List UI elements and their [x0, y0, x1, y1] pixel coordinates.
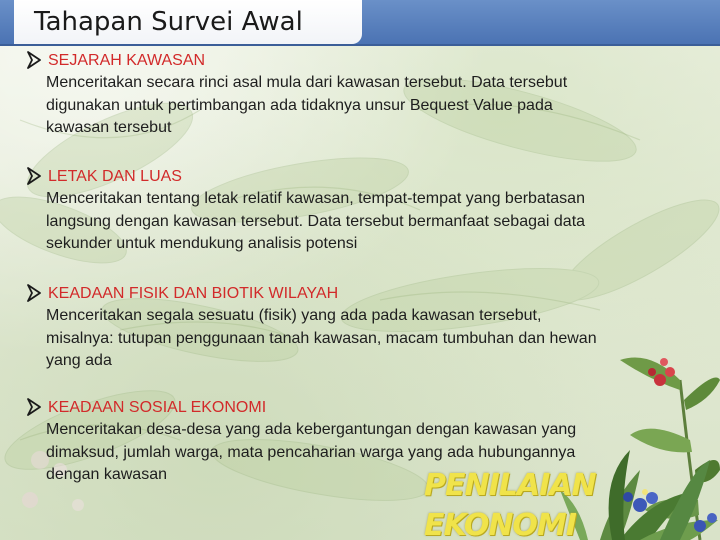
watermark-line: PENILAIAN — [424, 468, 596, 503]
section-body — [46, 72, 694, 140]
body-line: yang ada — [46, 352, 112, 369]
body-line: dengan kawasan — [46, 466, 167, 483]
body-line: digunakan untuk pertimbangan ada tidaknya unsur Bequest Value pada — [46, 96, 553, 114]
body-line: Menceritakan tentang letak relatif kawasan, tempat-tempat yang berbatasan — [46, 190, 585, 207]
bullet-row — [26, 50, 706, 72]
body-line: misalnya: tutupan penggunaan tanah kawasan, macam tumbuhan dan hewan — [46, 329, 597, 347]
watermark-line: EKONOMI — [424, 508, 576, 540]
section-body — [46, 305, 694, 373]
slide-title: Tahapan Survei Awal — [34, 7, 303, 37]
section-heading: KEADAAN SOSIAL EKONOMI — [48, 399, 267, 416]
section-heading: SEJARAH KAWASAN — [48, 52, 206, 69]
bullet-row — [26, 166, 706, 188]
body-line: langsung dengan kawasan tersebut. Data tersebut bermanfaat sebagai data — [46, 212, 586, 230]
watermark-text — [424, 466, 624, 540]
arrow-bullet-icon — [26, 167, 42, 185]
arrow-bullet-icon — [26, 284, 42, 302]
section-keadaan-fisik-dan-biotik — [26, 283, 706, 373]
body-line: Menceritakan segala sesuatu (fisik) yang ada pada kawasan tersebut, — [46, 307, 542, 324]
arrow-bullet-icon — [26, 398, 42, 416]
arrow-bullet-icon — [26, 51, 42, 69]
body-line: dimaksud, jumlah warga, mata pencaharian warga yang ada hubungannya — [46, 443, 576, 461]
section-letak-dan-luas — [26, 166, 706, 256]
section-heading: KEADAAN FISIK DAN BIOTIK WILAYAH — [48, 285, 339, 302]
body-line: Menceritakan secara rinci asal mula dari kawasan tersebut. Data tersebut — [46, 74, 568, 91]
body-line: Menceritakan desa-desa yang ada kebergantungan dengan kawasan yang — [46, 421, 577, 438]
section-body — [46, 188, 694, 256]
section-heading: LETAK DAN LUAS — [48, 168, 182, 185]
bullet-row — [26, 397, 706, 419]
body-line: sekunder untuk mendukung analisis potensi — [46, 235, 358, 252]
section-sejarah-kawasan — [26, 50, 706, 140]
body-line: kawasan tersebut — [46, 119, 172, 136]
bullet-row — [26, 283, 706, 305]
